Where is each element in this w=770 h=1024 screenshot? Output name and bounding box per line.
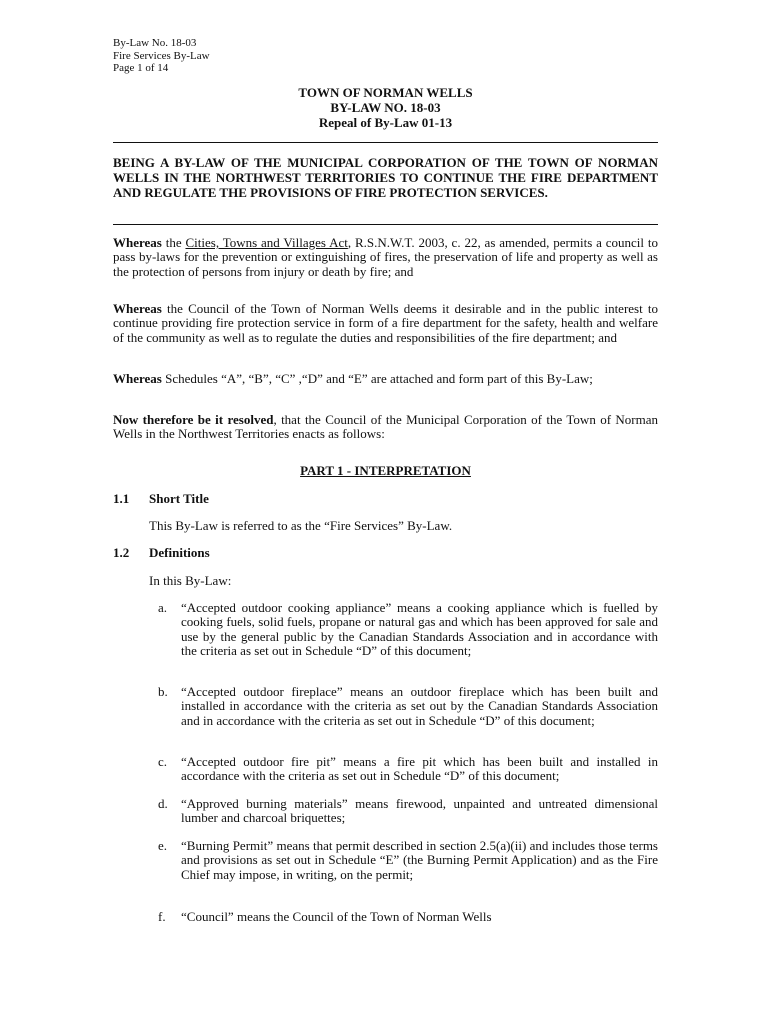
document-title [113,85,658,130]
definition-text: “Burning Permit” means that permit described in section 2.5(a)(ii) and includes those terms and provisions as set out in Schedule “E” (the Burning Permit Application) and as the Fire Chief may impose, in writing, on the permit; [181,838,658,882]
title-bylaw-number: BY-LAW NO. 18-03 [330,100,441,115]
whereas-paragraph-1 [113,236,658,279]
resolved-lead: Now therefore be it resolved [113,412,274,427]
whereas-lead: Whereas [113,301,162,316]
resolved-paragraph [113,413,658,442]
section-title: Definitions [149,545,210,560]
definition-text: “Accepted outdoor cooking appliance” means a cooking appliance which is fuelled by cooking fuels, solid fuels, propane or natural gas and which has been approved for sale and use by the general public by the Canadian Standards Association and in accordance with the criteria as set out in Schedule “D” of this document; [181,600,658,659]
whereas-text: the [161,235,186,250]
definition-text: “Accepted outdoor fireplace” means an outdoor fireplace which has been built and installed in accordance with the criteria as set out by the Canadian Standards Association and in accordance with the criteria as set out in Schedule “D” of this document; [181,684,658,728]
part-heading: PART 1 - INTERPRETATION [300,463,471,478]
whereas-paragraph-3 [113,372,658,386]
header-bylaw-number: By-Law No. 18-03 [113,37,197,49]
section-number: 1.2 [113,545,130,560]
definition-label: d. [158,796,168,811]
title-repeal: Repeal of By-Law 01-13 [318,115,453,130]
definition-text: “Council” means the Council of the Town of Norman Wells [181,909,492,924]
definition-label: b. [158,684,168,699]
section-title: Short Title [149,491,209,506]
header-bylaw-name: Fire Services By-Law [113,49,210,62]
definitions-intro: In this By-Law: [149,573,232,588]
whereas-paragraph-2 [113,302,658,345]
whereas-text: Schedules “A”, “B”, “C” ,“D” and “E” are attached and form part of this By-Law; [161,371,593,386]
definition-label: f. [158,909,166,924]
whereas-lead: Whereas [113,235,162,250]
whereas-text: the Council of the Town of Norman Wells deems it desirable and in the public interest to continue providing fire protection service in form of a fire department for the safety, health and welfare of the community as well as to regulate the duties and responsibilities of the fire department; and [113,301,658,345]
divider-bottom [113,224,658,225]
definition-text: “Accepted outdoor fire pit” means a fire pit which has been built and installed in accordance with the criteria as set out in Schedule “D” of this document; [181,754,658,784]
definition-label: a. [158,600,168,615]
title-town: TOWN OF NORMAN WELLS [298,85,473,100]
header-page-number: Page 1 of 14 [113,62,169,74]
act-reference: Cities, Towns and Villages Act [185,235,348,250]
definition-label: e. [158,838,168,853]
short-title-text: This By-Law is referred to as the “Fire Services” By-Law. [149,518,453,533]
whereas-lead: Whereas [113,371,162,386]
divider-top [113,142,658,143]
resolved-text: , that the Council of the Municipal Corporation of the Town of Norman Wells in the Northwest Territories enacts as follows: [113,412,658,442]
page-header [113,37,210,75]
section-number: 1.1 [113,491,130,506]
whereas-text: , R.S.N.W.T. 2003, c. 22, as amended, permits a council to pass by-laws for the prevention or extinguishing of fires, the preservation of life and property as well as the protection of persons from injury or death by fire; and [113,235,658,279]
definition-label: c. [158,754,168,769]
definition-text: “Approved burning materials” means firewood, unpainted and untreated dimensional lumber and charcoal briquettes; [181,796,658,826]
being-clause: BEING A BY-LAW OF THE MUNICIPAL CORPORATION OF THE TOWN OF NORMAN WELLS IN THE NORTHWEST TERRITORIES TO CONTINUE THE FIRE DEPARTMENT AND REGULATE THE PROVISIONS OF FIRE PROTECTION SERVICES. [113,155,658,200]
